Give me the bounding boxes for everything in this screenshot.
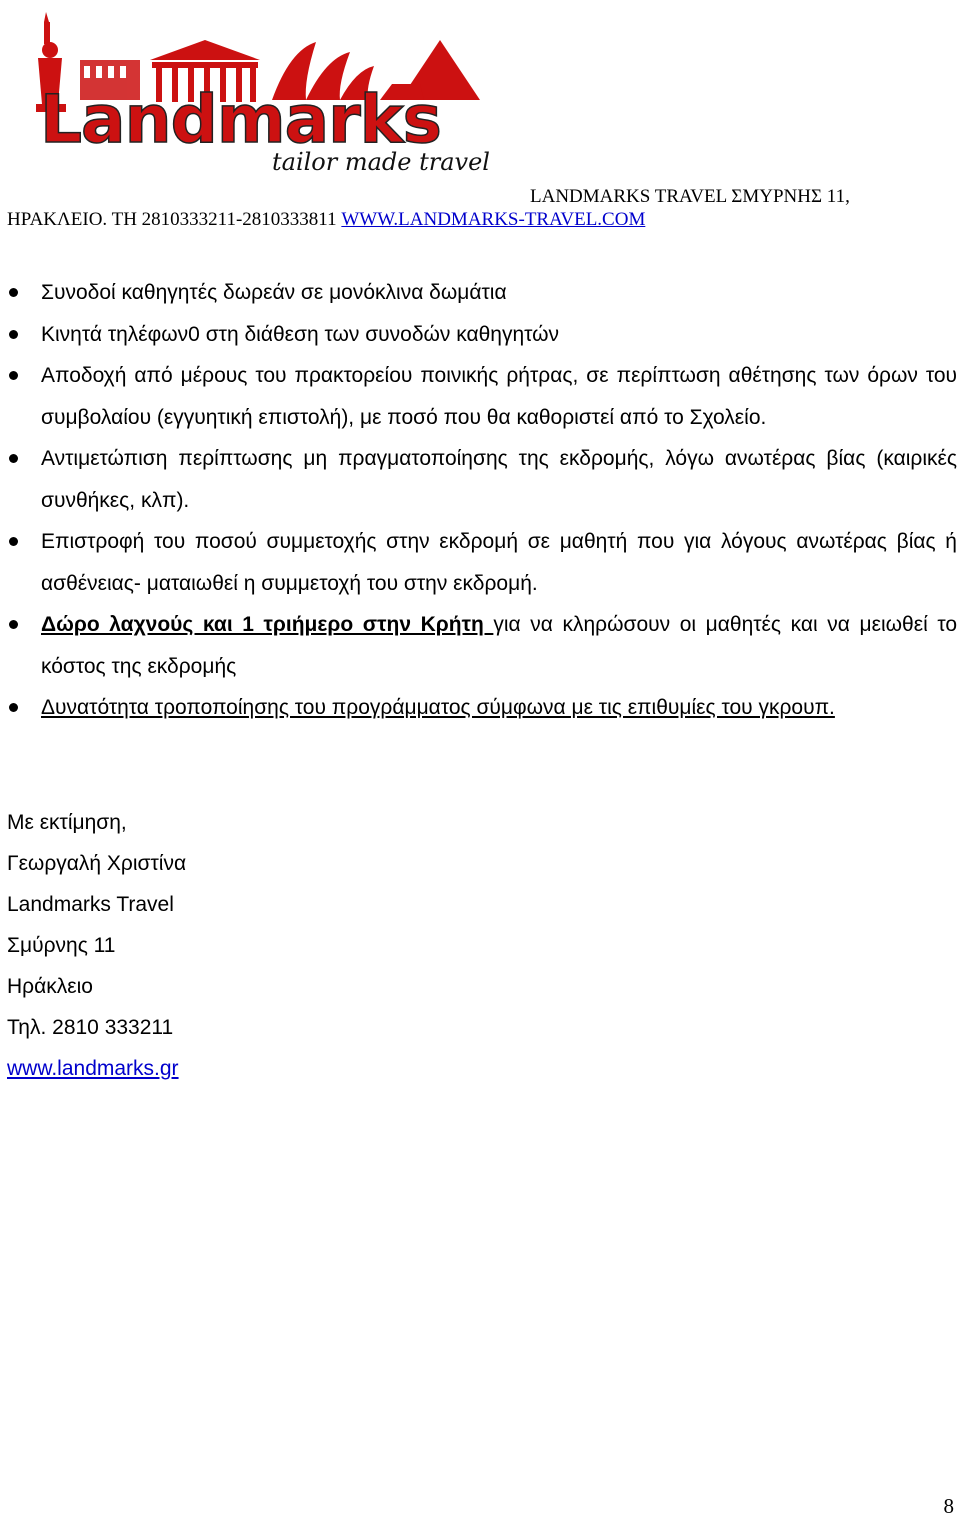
list-item-text: Κινητά τηλέφων0 στη διάθεση των συνοδών καθηγητών — [41, 322, 560, 346]
list-item — [0, 604, 957, 687]
list-item-bold-text: Δώρο λαχνούς και 1 τριήμερο στην Κρήτη — [41, 613, 494, 636]
bullet-icon — [9, 330, 18, 339]
list-item-text: Συνοδοί καθηγητές δωρεάν σε μονόκλινα δωμάτια — [41, 281, 507, 304]
bullet-icon — [9, 620, 18, 629]
signature-closing: Με εκτίμηση, — [7, 811, 127, 834]
header-website-link[interactable]: WWW.LANDMARKS-TRAVEL.COM — [341, 209, 646, 230]
list-item — [0, 438, 957, 521]
logo-tagline-text: tailor made travel — [272, 148, 490, 176]
list-item-text: Αποδοχή από μέρους του πρακτορείου ποινικής ρήτρας, σε περίπτωση αθέτησης των όρων του συμβολαίου (εγγυητική επιστολή), με ποσό που θα καθοριστεί από το Σχολείο. — [41, 364, 957, 429]
list-item-underlined-text: Δυνατότητα τροποποίησης του προγράμματος σύμφωνα με τις επιθυμίες του γκρουπ. — [41, 696, 835, 719]
signature-street: Σμύρνης 11 — [7, 934, 116, 957]
bullet-icon — [9, 371, 18, 380]
list-item-text: Επιστροφή του ποσού συμμετοχής στην εκδρομή σε μαθητή που για λόγους ανωτέρας βίας ή ασθένειας- ματαιωθεί η συμμετοχή του στην εκδρομή. — [41, 530, 957, 595]
signature-website-link[interactable]: www.landmarks.gr — [7, 1057, 179, 1080]
terms-list — [0, 272, 960, 729]
list-item — [0, 314, 957, 356]
list-item — [0, 272, 957, 314]
page-number: 8 — [943, 1494, 954, 1518]
bullet-icon — [9, 454, 18, 463]
signature-company: Landmarks Travel — [7, 893, 174, 916]
header-city-phone: ΗΡΑΚΛΕΙΟ. ΤΗ 2810333211-2810333811 — [7, 209, 342, 230]
list-item-text: για να κληρώσουν οι μαθητές και να μειωθεί το κόστος της εκδρομής — [41, 613, 957, 678]
bullet-icon — [9, 537, 18, 546]
list-item — [0, 355, 957, 438]
list-item-text: Αντιμετώπιση περίπτωσης μη πραγματοποίησης της εκδρομής, λόγω ανωτέρας βίας (καιρικές συνθήκες, κλπ). — [41, 447, 957, 512]
list-item — [0, 521, 957, 604]
signature-name: Γεωργαλή Χριστίνα — [7, 852, 187, 875]
list-item — [0, 687, 957, 729]
bullet-icon — [9, 703, 18, 712]
logo-brand-text: Landmarks — [40, 81, 441, 158]
landmarks-logo — [0, 0, 530, 180]
header-address-line: LANDMARKS TRAVEL ΣΜΥΡΝΗΣ 11, — [530, 186, 850, 207]
signature-city: Ηράκλειο — [7, 975, 93, 998]
signature-block — [7, 802, 186, 1089]
signature-phone: Τηλ. 2810 333211 — [7, 1016, 174, 1039]
header-contact-line — [7, 209, 645, 231]
bullet-icon — [9, 288, 18, 297]
